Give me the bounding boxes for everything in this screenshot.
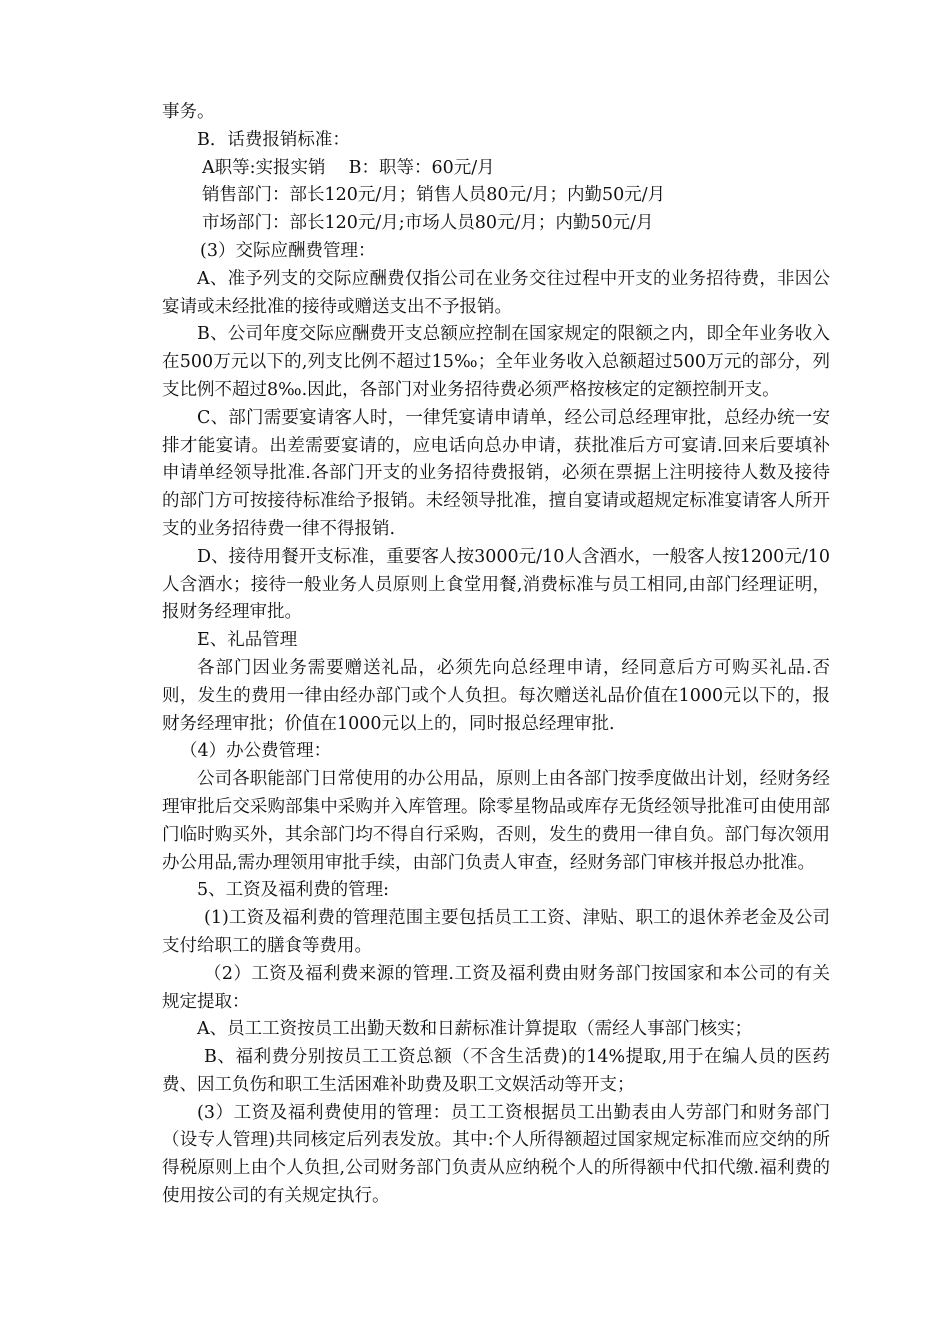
paragraph-salary-source: （2）工资及福利费来源的管理.工资及福利费由财务部门按国家和本公司的有关规定提取： xyxy=(162,963,830,1012)
heading-entertainment-expense: (3）交际应酬费管理： xyxy=(200,240,376,261)
paragraph-entertainment-d: D、接待用餐开支标准，重要客人按3000元/10人含酒水，一般客人按1200元/10人含酒水；接待一般业务人员原则上食堂用餐,消费标准与员工相同,由部门经理证明，报财务经理审批。 xyxy=(162,546,830,623)
heading-phone-expense-standard: B．话费报销标准： xyxy=(197,129,350,150)
paragraph-entertainment-b: B、公司年度交际应酬费开支总额应控制在国家规定的限额之内，即全年业务收入在500万元以下的,列支比例不超过15‰；全年业务收入总额超过500万元的部分，列支比例不超过8‰.因此，各部门对业务招待费必须严格按核定的定额控制开支。 xyxy=(162,324,830,400)
paragraph-salary-b: B、福利费分别按员工工资总额（不含生活费)的14%提取,用于在编人员的医药费、因工负伤和职工生活困难补助费及职工文娱活动等开支； xyxy=(162,1047,830,1095)
paragraph-entertainment-c: C、部门需要宴请客人时，一律凭宴请申请单，经公司总经理审批，总经办统一安排才能宴请。出差需要宴请的，应电话向总办申请，获批准后方可宴请.回来后要填补申请单经领导批准.各部门开支的业务招待费报销，必须在票据上注明接待人数及接待的部门方可按接待标准给予报销。未经领导批准，擅自宴请或超规定标准宴请客人所开支的业务招待费一律不得报销. xyxy=(162,407,830,539)
paragraph-salary-a: A、员工工资按员工出勤天数和日薪标准计算提取（需经人事部门核实； xyxy=(197,1019,753,1040)
paragraph-office-expense: 公司各职能部门日常使用的办公用品，原则上由各部门按季度做出计划，经财务经理审批后交采购部集中采购并入库管理。除零星物品或库存无货经领导批准可由使用部门临时购买外，其余部门均不得自行采购，否则，发生的费用一律自负。部门每次领用办公用品,需办理领用审批手续，由部门负责人审查，经财务部门审核并报总办批准。 xyxy=(162,769,830,873)
heading-salary-welfare: 5、工资及福利费的管理: xyxy=(197,880,390,901)
document-body xyxy=(162,99,830,1211)
phone-standard-sales-dept: 销售部门：部长120元/月；销售人员80元/月；内勤50元/月 xyxy=(202,185,666,206)
paragraph-salary-usage: (3）工资及福利费使用的管理：员工工资根据员工出勤表由人劳部门和财务部门（设专人管理)共同核定后列表发放。其中:个人所得额超过国家规定标准而应交纳的所得税原则上由个人负担,公司财务部门负责从应纳税个人的所得额中代扣代缴.福利费的使用按公司的有关规定执行。 xyxy=(162,1102,830,1207)
phone-standard-market-dept: 市场部门：部长120元/月;市场人员80元/月；内勤50元/月 xyxy=(202,213,654,234)
paragraph-continuation: 事务。 xyxy=(162,102,215,122)
paragraph-salary-scope: (1)工资及福利费的管理范围主要包括员工工资、津贴、职工的退休养老金及公司支付给职工的膳食等费用。 xyxy=(162,908,830,956)
paragraph-gift-management: 各部门因业务需要赠送礼品，必须先向总经理申请，经同意后方可购买礼品.否则，发生的费用一律由经办部门或个人负担。每次赠送礼品价值在1000元以下的，报财务经理审批；价值在1000元以上的，同时报总经理审批. xyxy=(162,657,830,734)
phone-standard-grade: A职等:实报实销 B：职等：60元/月 xyxy=(202,157,495,178)
heading-office-expense: （4）办公费管理： xyxy=(180,741,332,762)
heading-gift-management: E、礼品管理 xyxy=(197,630,298,651)
paragraph-entertainment-a: A、准予列支的交际应酬费仅指公司在业务交往过程中开支的业务招待费，非因公宴请或未经批准的接待或赠送支出不予报销。 xyxy=(162,268,830,317)
